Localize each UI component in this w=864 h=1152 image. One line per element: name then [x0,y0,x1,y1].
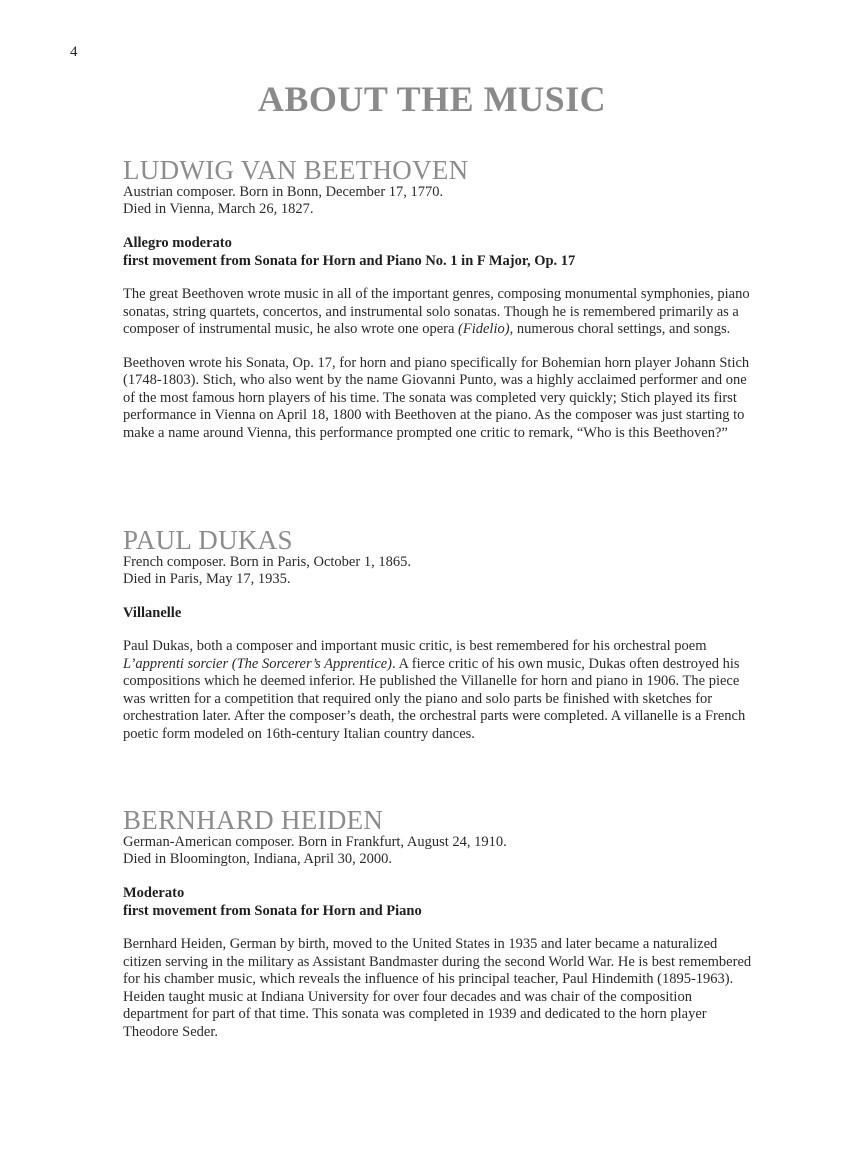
opera-title: (Fidelio) [458,321,510,337]
composer-name: LUDWIG VAN BEETHOVEN [123,155,469,185]
composer-name: PAUL DUKAS [123,525,293,555]
piece-tempo: Moderato [123,885,185,901]
composer-birth-info: Austrian composer. Born in Bonn, December 17, 1770. [123,184,444,200]
composer-section-beethoven [123,156,753,442]
piece-title: Villanelle [123,605,182,621]
paragraph-text: Paul Dukas, both a composer and important music critic, is best remembered for his orchestral poem [123,638,707,654]
composer-birth-info: German-American composer. Born in Frankfurt, August 24, 1910. [123,834,507,850]
composer-section-dukas [123,526,753,743]
paragraph: Beethoven wrote his Sonata, Op. 17, for horn and piano specifically for Bohemian horn player Johann Stich (1748-1803). Stich, who also went by the name Giovanni Punto, was a highly acclaimed performer and one of the most famous horn players of his time. The sonata was completed very quickly; Stich played its first performance in Vienna on April 18, 1800 with Beethoven at the piano. As the composer was just starting to make a name around Vienna, this performance prompted one critic to remark, “Who is this Beethoven?” [123,354,750,441]
paragraph-text: , numerous choral settings, and songs. [509,321,731,337]
composer-death-info: Died in Vienna, March 26, 1827. [123,201,314,217]
page-number: 4 [70,44,78,60]
paragraph-text: The great Beethoven wrote music in all of the important genres, composing monumental symphonies, piano sonatas, string quartets, concertos, and instrumental solo sonatas. Though he is remembered primarily as a composer of instrumental music, he also wrote one opera [123,286,750,337]
paragraph-text: . A fierce critic of his own music, Dukas often destroyed his compositions which he deemed inferior. He published the Villanelle for horn and piano in 1906. The piece was written for a competition that required only the piano and solo parts be finished with sketches for orchestration later. After the composer’s death, the orchestral parts were completed. A villanelle is a French poetic form modeled on 16th-century Italian country dances. [123,655,746,742]
composer-birth-info: French composer. Born in Paris, October 1, 1865. [123,554,411,570]
paragraph [123,638,753,743]
composer-name: BERNHARD HEIDEN [123,805,384,835]
paragraph [123,286,753,339]
paragraph: Bernhard Heiden, German by birth, moved to the United States in 1935 and later became a naturalized citizen serving in the military as Assistant Bandmaster during the second World War. He is best remembered for his chamber music, which reveals the influence of his principal teacher, Paul Hindemith (1895-1963). Heiden taught music at Indiana University for over four decades and was chair of the composition department for part of that time. This sonata was completed in 1939 and dedicated to the horn player Theodore Seder. [123,936,752,1040]
composer-death-info: Died in Bloomington, Indiana, April 30, 2000. [123,851,393,867]
piece-title: first movement from Sonata for Horn and Piano No. 1 in F Major, Op. 17 [123,253,576,269]
piece-tempo: Allegro moderato [123,235,232,251]
page-title: ABOUT THE MUSIC [257,79,607,119]
composer-death-info: Died in Paris, May 17, 1935. [123,571,291,587]
work-title: L’apprenti sorcier (The Sorcerer’s Apprentice) [123,655,393,672]
composer-section-heiden [123,806,753,1041]
piece-title: first movement from Sonata for Horn and Piano [123,903,422,919]
